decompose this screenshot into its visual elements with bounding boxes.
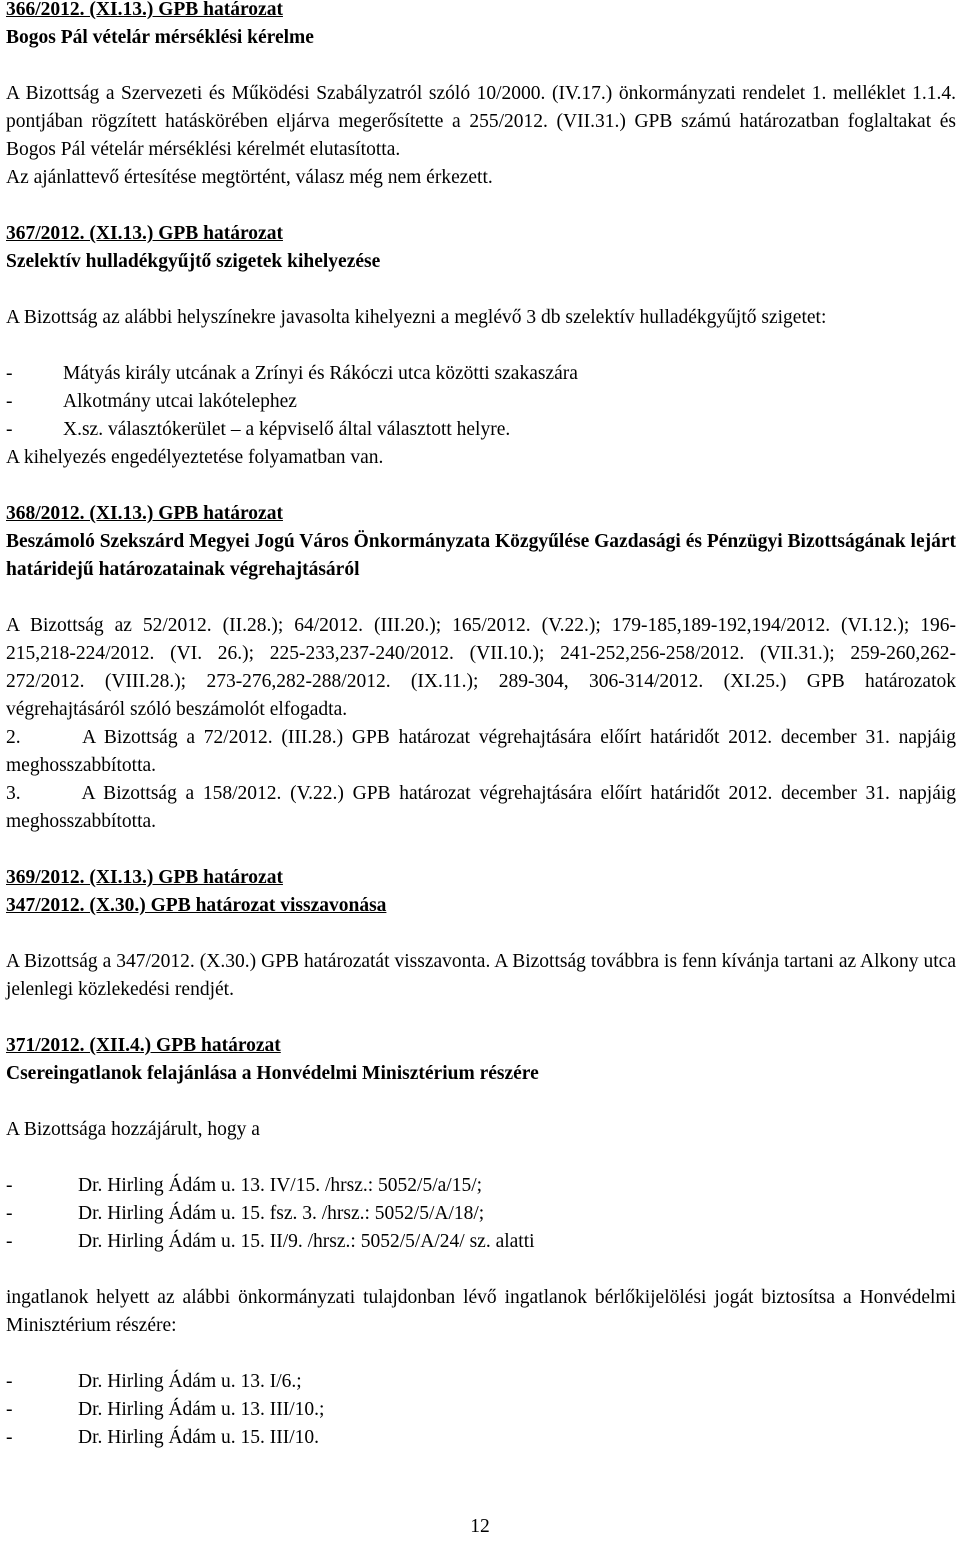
page-number: 12 [470, 1516, 490, 1537]
list-dash: - [6, 419, 13, 440]
resolution-title: Beszámoló Szekszárd Megyei Jogú Város Önkormányzata Közgyűlése Gazdasági és Pénzügyi Bizottságának lejárt határidejű határozatainak végrehajtásáról [6, 531, 956, 580]
resolution-369 [6, 864, 956, 1004]
list-item-text: Mátyás király utcának a Zrínyi és Rákóczi utca közötti szakaszára [63, 363, 578, 384]
numbered-item [6, 780, 956, 836]
list-item-text: Dr. Hirling Ádám u. 13. III/10.; [78, 1399, 325, 1420]
resolution-note: Az ajánlattevő értesítése megtörtént, válasz még nem érkezett. [6, 167, 493, 188]
list-dash: - [6, 363, 13, 384]
list-dash: - [6, 1427, 13, 1448]
list-dash: - [6, 1399, 13, 1420]
list-dash: - [6, 1371, 13, 1392]
list-item [6, 1228, 956, 1256]
numbered-item [6, 724, 956, 780]
list-dash: - [6, 391, 13, 412]
resolution-366 [6, 0, 956, 192]
list-dash: - [6, 1203, 13, 1224]
list-item-text: Alkotmány utcai lakótelephez [63, 391, 297, 412]
resolution-body: A Bizottság az 52/2012. (II.28.); 64/2012. (III.20.); 165/2012. (V.22.); 179-185,189-192,194/2012. (VI.12.); 196-215,218-224/2012. (VI. 26.); 225-233,237-240/2012. (VII.10.); 241-252,256-258/2012. (VII.31.); 259-260,262-272/2012. (VIII.28.); 273-276,282-288/2012. (IX.11.); 289-304, 306-314/2012. (XI.25.) GPB határozatok végrehajtásáról szóló beszámolót elfogadta. [6, 615, 956, 720]
list-item-text: Dr. Hirling Ádám u. 13. I/6.; [78, 1371, 302, 1392]
list-dash: - [6, 1231, 13, 1252]
resolution-368 [6, 500, 956, 836]
resolution-title: Bogos Pál vételár mérséklési kérelme [6, 27, 314, 48]
item-number: 3. [6, 783, 21, 804]
resolution-intro: A Bizottsága hozzájárult, hogy a [6, 1119, 260, 1140]
list-item [6, 416, 956, 444]
list-item [6, 1424, 956, 1452]
resolution-title: 347/2012. (X.30.) GPB határozat visszavonása [6, 895, 387, 916]
resolution-title: Szelektív hulladékgyűjtő szigetek kihelyezése [6, 251, 381, 272]
list-item [6, 1368, 956, 1396]
resolution-note: A kihelyezés engedélyeztetése folyamatban van. [6, 447, 384, 468]
resolution-ref: 367/2012. (XI.13.) GPB határozat [6, 223, 283, 244]
resolution-body: A Bizottság az alábbi helyszínekre javasolta kihelyezni a meglévő 3 db szelektív hulladékgyűjtő szigetet: [6, 307, 827, 328]
resolution-367 [6, 220, 956, 472]
resolution-body: ingatlanok helyett az alábbi önkormányzati tulajdonban lévő ingatlanok bérlőkijelölési jogát biztosítsa a Honvédelmi Minisztérium részére: [6, 1287, 956, 1336]
list-item [6, 360, 956, 388]
item-number: 2. [6, 727, 21, 748]
list-item [6, 1172, 956, 1200]
resolution-ref: 371/2012. (XII.4.) GPB határozat [6, 1035, 281, 1056]
list-item [6, 388, 956, 416]
list-item-text: Dr. Hirling Ádám u. 13. IV/15. /hrsz.: 5052/5/a/15/; [78, 1175, 483, 1196]
list-dash: - [6, 1175, 13, 1196]
resolution-ref: 368/2012. (XI.13.) GPB határozat [6, 503, 283, 524]
list-item-text: X.sz. választókerület – a képviselő által választott helyre. [63, 419, 511, 440]
resolution-body: A Bizottság a Szervezeti és Működési Szabályzatról szóló 10/2000. (IV.17.) önkormányzati rendelet 1. melléklet 1.1.4. pontjában rögzített hatáskörében eljárva megerősítette a 255/2012. (VII.31.) GPB számú határozatban foglaltakat és Bogos Pál vételár mérséklési kérelmét elutasította. [6, 83, 956, 160]
list-item-text: Dr. Hirling Ádám u. 15. II/9. /hrsz.: 5052/5/A/24/ sz. alatti [78, 1231, 535, 1252]
resolution-title: Csereingatlanok felajánlása a Honvédelmi Minisztérium részére [6, 1063, 539, 1084]
list-item [6, 1396, 956, 1424]
resolution-ref: 369/2012. (XI.13.) GPB határozat [6, 867, 283, 888]
resolution-ref: 366/2012. (XI.13.) GPB határozat [6, 0, 283, 20]
document-page [6, 0, 956, 1452]
list-item-text: Dr. Hirling Ádám u. 15. fsz. 3. /hrsz.: 5052/5/A/18/; [78, 1203, 485, 1224]
item-text: A Bizottság a 72/2012. (III.28.) GPB határozat végrehajtására előírt határidőt 2012. december 31. napjáig meghosszabbította. [6, 727, 957, 776]
item-text: A Bizottság a 158/2012. (V.22.) GPB határozat végrehajtására előírt határidőt 2012. december 31. napjáig meghosszabbította. [6, 783, 957, 832]
list-item [6, 1200, 956, 1228]
resolution-371 [6, 1032, 956, 1452]
resolution-body: A Bizottság a 347/2012. (X.30.) GPB határozatát visszavonta. A Bizottság továbbra is fenn kívánja tartani az Alkony utca jelenlegi közlekedési rendjét. [6, 951, 956, 1000]
list-item-text: Dr. Hirling Ádám u. 15. III/10. [78, 1427, 320, 1448]
